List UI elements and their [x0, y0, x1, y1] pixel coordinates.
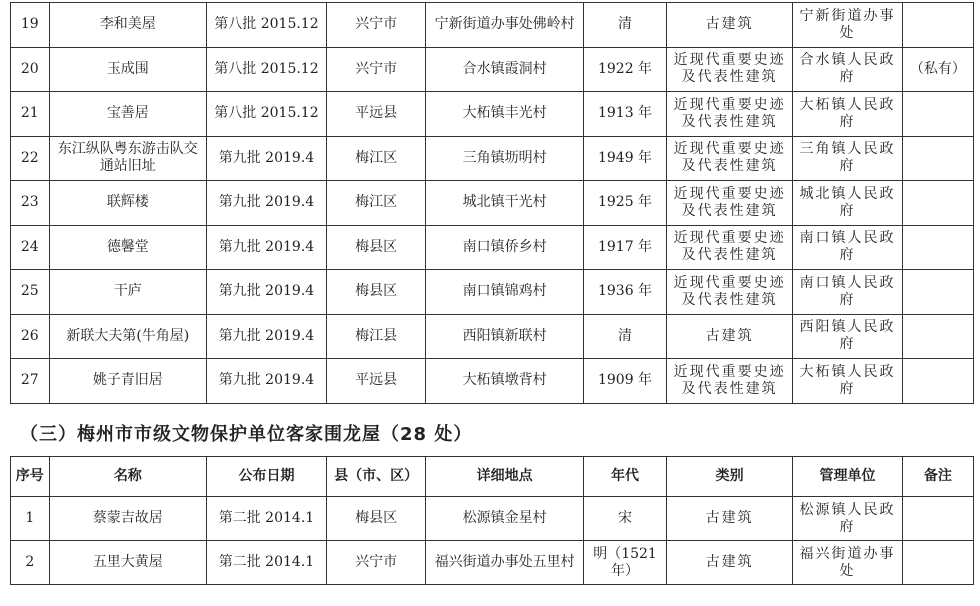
cell-serial-no: 1 — [11, 497, 50, 541]
cell-category: 近现代重要史迹及代表性建筑 — [667, 92, 793, 137]
cell-category: 近现代重要史迹及代表性建筑 — [667, 181, 793, 226]
cell-publish-date: 第九批 2019.4 — [207, 181, 327, 226]
cell-note — [902, 181, 973, 226]
header-manager: 管理单位 — [793, 457, 903, 497]
cell-manager: 西阳镇人民政府 — [793, 314, 903, 359]
cell-location: 西阳镇新联村 — [426, 314, 583, 359]
cell-category: 近现代重要史迹及代表性建筑 — [667, 47, 793, 92]
cell-manager: 松源镇人民政府 — [793, 497, 903, 541]
heritage-table-part-2 — [10, 2, 974, 404]
hakka-round-house-table — [10, 456, 974, 585]
header-era: 年代 — [583, 457, 666, 497]
hakka-table-body — [11, 497, 974, 585]
cell-location: 大柘镇丰光村 — [426, 92, 583, 137]
table-row — [11, 225, 974, 270]
cell-publish-date: 第九批 2019.4 — [207, 270, 327, 315]
table-row — [11, 92, 974, 137]
cell-publish-date: 第二批 2014.1 — [207, 497, 327, 541]
cell-category: 近现代重要史迹及代表性建筑 — [667, 225, 793, 270]
header-note: 备注 — [902, 457, 973, 497]
cell-serial-no: 23 — [11, 181, 50, 226]
cell-publish-date: 第八批 2015.12 — [207, 3, 327, 48]
cell-county: 梅江县 — [326, 314, 426, 359]
table-row — [11, 181, 974, 226]
table-row — [11, 47, 974, 92]
cell-name: 东江纵队粤东游击队交通站旧址 — [49, 136, 206, 181]
cell-category: 近现代重要史迹及代表性建筑 — [667, 359, 793, 404]
cell-county: 梅江区 — [326, 181, 426, 226]
header-serial-no: 序号 — [11, 457, 50, 497]
cell-manager: 三角镇人民政府 — [793, 136, 903, 181]
cell-county: 梅县区 — [326, 270, 426, 315]
cell-location: 合水镇霞洞村 — [426, 47, 583, 92]
cell-location: 南口镇侨乡村 — [426, 225, 583, 270]
cell-category: 近现代重要史迹及代表性建筑 — [667, 136, 793, 181]
cell-manager: 南口镇人民政府 — [793, 270, 903, 315]
cell-county: 梅县区 — [326, 497, 426, 541]
cell-name: 蔡蒙吉故居 — [49, 497, 206, 541]
cell-manager: 大柘镇人民政府 — [793, 359, 903, 404]
cell-era: 清 — [583, 3, 666, 48]
cell-serial-no: 25 — [11, 270, 50, 315]
cell-serial-no: 26 — [11, 314, 50, 359]
cell-name: 玉成围 — [49, 47, 206, 92]
cell-location: 大柘镇墩背村 — [426, 359, 583, 404]
cell-category: 古建筑 — [667, 541, 793, 585]
cell-note: （私有） — [902, 47, 973, 92]
cell-location: 三角镇坜明村 — [426, 136, 583, 181]
cell-county: 兴宁市 — [326, 3, 426, 48]
cell-serial-no: 2 — [11, 541, 50, 585]
cell-location: 松源镇金星村 — [426, 497, 583, 541]
table-row — [11, 270, 974, 315]
cell-county: 平远县 — [326, 359, 426, 404]
cell-serial-no: 27 — [11, 359, 50, 404]
header-name: 名称 — [49, 457, 206, 497]
cell-manager: 城北镇人民政府 — [793, 181, 903, 226]
cell-publish-date: 第九批 2019.4 — [207, 359, 327, 404]
cell-era: 1936 年 — [583, 270, 666, 315]
cell-name: 干庐 — [49, 270, 206, 315]
cell-name: 联辉楼 — [49, 181, 206, 226]
cell-manager: 南口镇人民政府 — [793, 225, 903, 270]
header-county: 县（市、区） — [326, 457, 426, 497]
cell-era: 1917 年 — [583, 225, 666, 270]
cell-note — [902, 497, 973, 541]
table-row — [11, 359, 974, 404]
cell-county: 梅江区 — [326, 136, 426, 181]
cell-publish-date: 第九批 2019.4 — [207, 136, 327, 181]
cell-name: 李和美屋 — [49, 3, 206, 48]
cell-note — [902, 3, 973, 48]
cell-publish-date: 第九批 2019.4 — [207, 225, 327, 270]
cell-county: 兴宁市 — [326, 47, 426, 92]
header-location: 详细地点 — [426, 457, 583, 497]
cell-era: 明（1521 年） — [583, 541, 666, 585]
cell-category: 古建筑 — [667, 314, 793, 359]
cell-manager: 宁新街道办事处 — [793, 3, 903, 48]
cell-note — [902, 314, 973, 359]
table-header-row — [11, 457, 974, 497]
cell-serial-no: 22 — [11, 136, 50, 181]
cell-location: 南口镇锦鸡村 — [426, 270, 583, 315]
cell-name: 新联大夫第(牛角屋) — [49, 314, 206, 359]
cell-manager: 大柘镇人民政府 — [793, 92, 903, 137]
cell-location: 城北镇干光村 — [426, 181, 583, 226]
cell-note — [902, 541, 973, 585]
cell-serial-no: 21 — [11, 92, 50, 137]
cell-note — [902, 359, 973, 404]
cell-category: 古建筑 — [667, 497, 793, 541]
table-row — [11, 541, 974, 585]
header-category: 类别 — [667, 457, 793, 497]
cell-manager: 福兴街道办事处 — [793, 541, 903, 585]
cell-county: 平远县 — [326, 92, 426, 137]
cell-era: 1913 年 — [583, 92, 666, 137]
cell-name: 五里大黄屋 — [49, 541, 206, 585]
cell-category: 古建筑 — [667, 3, 793, 48]
cell-location: 福兴街道办事处五里村 — [426, 541, 583, 585]
cell-serial-no: 20 — [11, 47, 50, 92]
cell-era: 宋 — [583, 497, 666, 541]
section-heading: （三）梅州市市级文物保护单位客家围龙屋（28 处） — [20, 424, 473, 445]
cell-era: 1909 年 — [583, 359, 666, 404]
table-row — [11, 314, 974, 359]
cell-publish-date: 第九批 2019.4 — [207, 314, 327, 359]
cell-publish-date: 第八批 2015.12 — [207, 92, 327, 137]
header-publish-date: 公布日期 — [207, 457, 327, 497]
cell-publish-date: 第二批 2014.1 — [207, 541, 327, 585]
cell-county: 梅县区 — [326, 225, 426, 270]
cell-note — [902, 270, 973, 315]
cell-serial-no: 19 — [11, 3, 50, 48]
table-row — [11, 136, 974, 181]
cell-note — [902, 92, 973, 137]
cell-era: 清 — [583, 314, 666, 359]
cell-note — [902, 136, 973, 181]
cell-publish-date: 第八批 2015.12 — [207, 47, 327, 92]
cell-category: 近现代重要史迹及代表性建筑 — [667, 270, 793, 315]
table-row — [11, 3, 974, 48]
cell-county: 兴宁市 — [326, 541, 426, 585]
cell-note — [902, 225, 973, 270]
cell-manager: 合水镇人民政府 — [793, 47, 903, 92]
table-row — [11, 497, 974, 541]
cell-serial-no: 24 — [11, 225, 50, 270]
heritage-table-body — [11, 3, 974, 404]
cell-era: 1925 年 — [583, 181, 666, 226]
cell-era: 1922 年 — [583, 47, 666, 92]
cell-name: 宝善居 — [49, 92, 206, 137]
cell-name: 姚子青旧居 — [49, 359, 206, 404]
cell-era: 1949 年 — [583, 136, 666, 181]
cell-location: 宁新街道办事处佛岭村 — [426, 3, 583, 48]
cell-name: 德馨堂 — [49, 225, 206, 270]
